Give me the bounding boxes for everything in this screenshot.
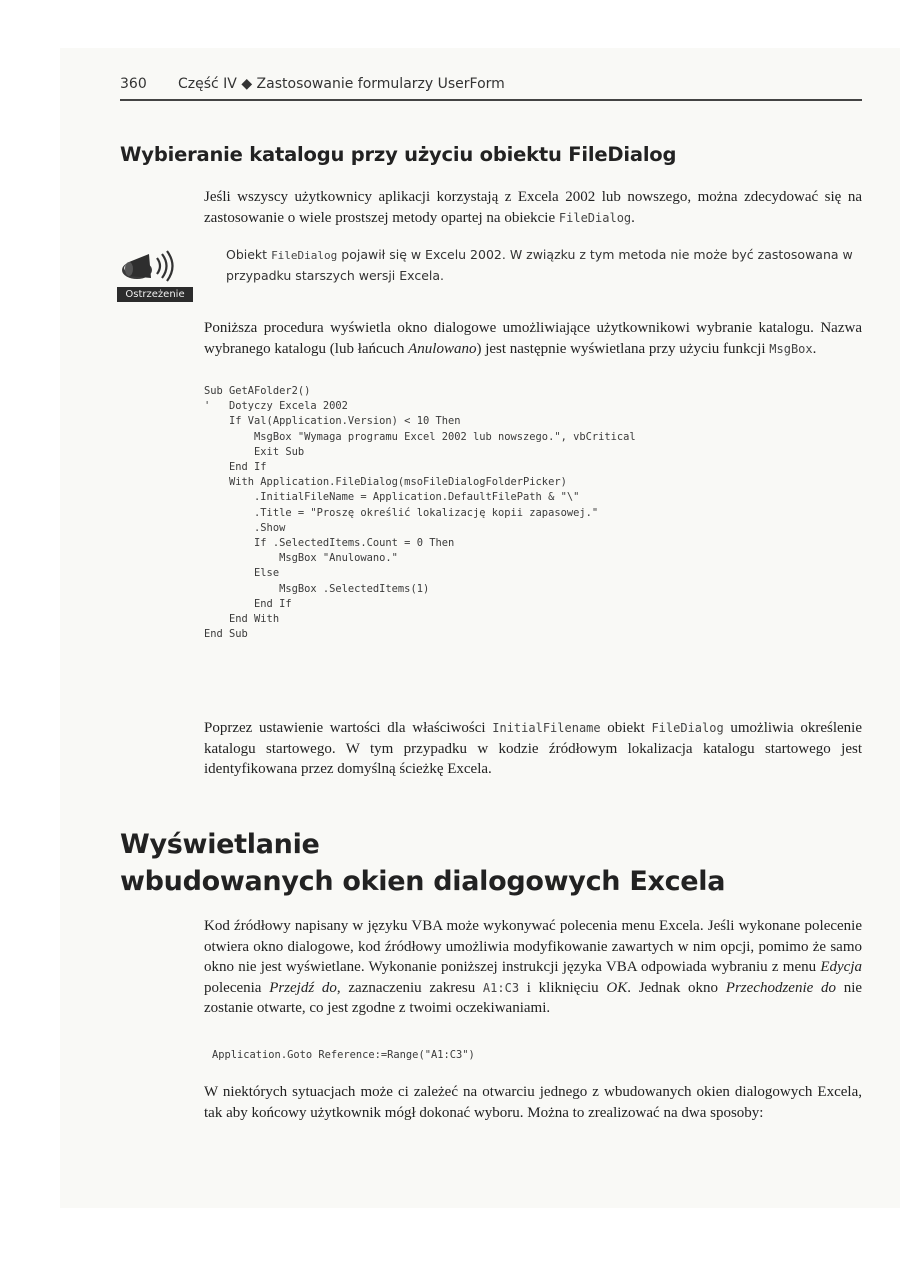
chapter-section-heading: [120, 826, 725, 900]
warning-text: [226, 245, 866, 286]
code-line: End With: [204, 613, 280, 626]
page-number: 360: [120, 76, 147, 92]
running-title: Część IV ◆ Zastosowanie formularzy UserForm: [178, 76, 505, 92]
inline-code: InitialFilename: [492, 721, 601, 735]
code-line: Sub GetAFolder2(): [204, 385, 311, 397]
paragraph-menu-commands: [204, 916, 862, 1019]
inline-code: FileDialog: [271, 249, 338, 262]
warning-text-part: Obiekt: [226, 247, 272, 262]
code-line: Else: [204, 567, 280, 580]
warning-label: Ostrzeżenie: [117, 287, 193, 302]
code-line: MsgBox .SelectedItems(1): [204, 582, 430, 595]
code-line: With Application.FileDialog(msoFileDialogFolderPicker): [204, 476, 567, 489]
para-text: ) jest następnie wyświetlana przy użyciu funkcji: [476, 340, 770, 357]
para-text: i kliknięciu: [519, 979, 607, 996]
code-line: MsgBox "Wymaga programu Excel 2002 lub nowszego.", vbCritical: [204, 430, 636, 443]
code-line: End If: [204, 461, 267, 474]
emphasis: Edycja: [820, 959, 862, 975]
code-line: End Sub: [204, 628, 248, 641]
code-line: End If: [204, 597, 292, 610]
emphasis: Przechodzenie do: [725, 979, 836, 996]
para-text: nie zostanie otwarte, co jest zgodne z twoimi oczekiwaniami.: [204, 979, 863, 1016]
para-text: Kod źródłowy napisany w języku VBA może wykonywać polecenia menu Excela. Jeśli wykonane polecenie otwiera okno dialogowe, kod źródłowy umożliwia modyfikowanie zawartych w nim opcji, pomimo że samo okno nie jest wyświetlane. Wykonanie poniższej instrukcji języka VBA odpowiada wybraniu z menu: [204, 918, 862, 975]
para-text: . Jednak okno: [627, 979, 726, 996]
paragraph-filedialog-intro: [204, 187, 862, 228]
emphasis: OK: [606, 979, 628, 996]
heading-line: wbudowanych okien dialogowych Excela: [120, 866, 726, 897]
section-heading: Wybieranie katalogu przy użyciu obiektu FileDialog: [120, 143, 677, 166]
code-line: If .SelectedItems.Count = 0 Then: [204, 537, 455, 550]
code-line: .Title = "Proszę określić lokalizację kopii zapasowej.": [204, 506, 599, 519]
para-text: Poprzez ustawienie wartości dla właściwości: [204, 720, 493, 736]
para-text: .: [812, 340, 817, 357]
emphasis: Przejdź do: [269, 979, 337, 996]
inline-code: A1:C3: [482, 980, 520, 995]
para-text: , zaznaczeniu zakresu: [336, 979, 483, 996]
paragraph-builtin-dialogs: W niektórych sytuacjach może ci zależeć na otwarciu jednego z wbudowanych okien dialogowych Excela, tak aby końcowy użytkownik mógł dokonać wyboru. Można to zrealizować na dwa sposoby:: [204, 1084, 862, 1121]
para-text: umożliwia określenie katalogu startowego. W tym przypadku w kodzie źródłowym lokalizacja katalogu startowego jest identyfikowana przez domyślną ścieżkę Excela.: [204, 720, 862, 777]
code-line: Exit Sub: [204, 445, 305, 458]
code-line: MsgBox "Anulowano.": [204, 552, 398, 565]
code-line: .InitialFileName = Application.DefaultFilePath & "\": [204, 491, 580, 504]
heading-line: Wyświetlanie: [120, 829, 320, 860]
para-text: .: [631, 209, 635, 226]
header-rule: [120, 99, 862, 101]
code-line: ' Dotyczy Excela 2002: [204, 400, 348, 413]
paragraph-procedure-description: [204, 318, 862, 359]
warning-text-part: pojawił się w Excelu 2002. W związku z tym metoda nie może być zastosowana w przypadku starszych wersji Excela.: [226, 247, 853, 283]
code-listing-getafolder2: [204, 384, 636, 642]
emphasis: Anulowano: [408, 340, 477, 357]
para-text: Poniższa procedura wyświetla okno dialogowe umożliwiające użytkownikowi wybranie katalogu. Nazwa wybranego katalogu (lub łańcuch: [204, 320, 862, 357]
para-text: polecenia: [204, 979, 270, 996]
para-text: obiekt: [600, 720, 652, 736]
inline-code: FileDialog: [651, 721, 724, 735]
code-line-goto: Application.Goto Reference:=Range("A1:C3"): [212, 1049, 475, 1061]
page-header: [120, 76, 862, 92]
para-text: Jeśli wszyscy użytkownicy aplikacji korzystają z Excela 2002 lub nowszego, można zdecydować się na zastosowanie o wiele prostszej metody opartej na obiekcie: [204, 189, 862, 226]
code-line: .Show: [204, 521, 286, 534]
code-line: If Val(Application.Version) < 10 Then: [204, 415, 461, 428]
paragraph-initialfilename: [204, 718, 862, 780]
inline-code: FileDialog: [558, 210, 632, 225]
inline-code: MsgBox: [769, 341, 813, 356]
